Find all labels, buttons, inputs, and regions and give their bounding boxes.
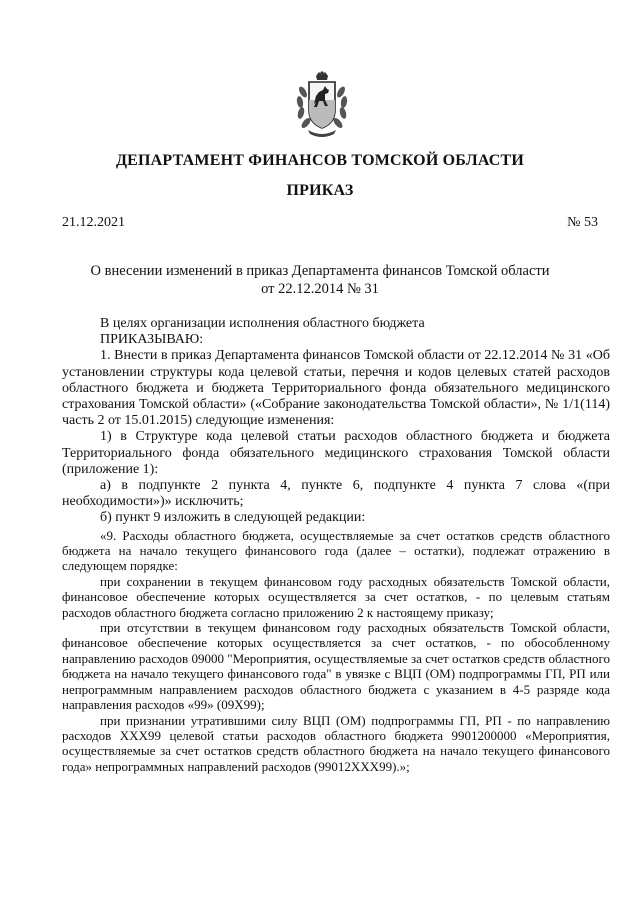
quoted-paragraph-9: «9. Расходы областного бюджета, осуществляемые за счет остатков средств областного бюджета на начало текущего финансового года (далее – остатки), подлежат отражению в следующем порядке: [62, 527, 610, 574]
document-number: № 53 [567, 215, 598, 230]
body-paragraph-order: ПРИКАЗЫВАЮ: [100, 332, 204, 348]
body-paragraph-purpose: В целях организации исполнения областного бюджета [100, 316, 425, 331]
document-type-title: ПРИКАЗ [286, 182, 354, 199]
quoted-paragraph-invalidation: при признании утратившими силу ВЦП (ОМ) подпрограммы ГП, РП - по направлению расходов ХХХ99 целевой статьи расходов областного бюджета 9901200000 «Мероприятия, осуществляемые за счет остатков средств областного бюджета на начало текущего финансового года» непрограммных направлений расходов (99012ХХХ99).»; [62, 712, 610, 774]
document-body [62, 316, 610, 774]
body-paragraph-item-1: 1. Внести в приказ Департамента финансов Томской области от 22.12.2014 № 31 «Об установлении структуры кода целевой статьи, перечня и кодов целевых статей расходов областного бюджета и бюджета Территориального фонда обязательного медицинского страхования Томской области» («Собрание законодательства Томской области», № 1/1(114) часть 2 от 15.01.2015) следующие изменения: [62, 348, 610, 429]
document-subject [0, 262, 640, 298]
subject-line-1: О внесении изменений в приказ Департамента финансов Томской области [90, 263, 550, 279]
coat-of-arms-emblem [294, 70, 350, 138]
quoted-paragraph-absence: при отсутствии в текущем финансовом году расходных обязательств Томской области, финансовое обеспечение которых осуществляется за счет остатков, - по обособленному направлению расходов 09000 "Мероприятия, осуществляемые за счет остатков средств областного бюджета на начало текущего финансового года" в увязке с ВЦП (ОМ) подпрограммы ГП, РП или непрограммным направлением расходов областного бюджета с указанием в 4-5 разряде кода направления расходов «99» (09Х99); [62, 620, 610, 713]
organization-title: ДЕПАРТАМЕНТ ФИНАНСОВ ТОМСКОЙ ОБЛАСТИ [115, 152, 525, 169]
document-date: 21.12.2021 [62, 215, 125, 230]
body-paragraph-subitem-b: б) пункт 9 изложить в следующей редакции: [100, 510, 366, 526]
quoted-paragraph-retention: при сохранении в текущем финансовом году расходных обязательств Томской области, финансовое обеспечение которых осуществляется за счет остатков, - по целевым статьям расходов областного бюджета согласно приложению 2 к настоящему приказу; [62, 573, 610, 620]
body-paragraph-subitem-1: 1) в Структуре кода целевой статьи расходов областного бюджета и бюджета Территориального фонда обязательного медицинского страхования Томской области (приложение 1): [62, 429, 610, 477]
body-paragraph-subitem-a: а) в подпункте 2 пункта 4, пункте 6, подпункте 4 пункта 7 слова «(при необходимости»)» исключить; [62, 478, 610, 510]
subject-line-2: от 22.12.2014 № 31 [261, 281, 379, 297]
